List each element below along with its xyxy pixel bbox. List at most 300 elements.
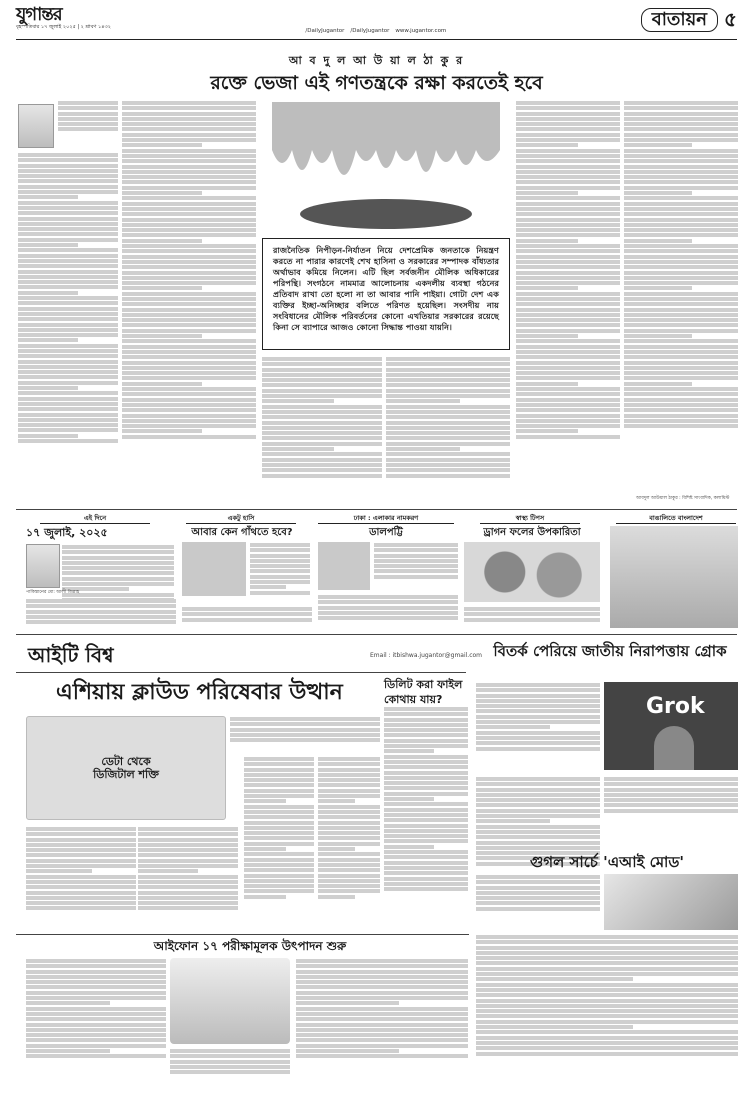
text-line [62,545,174,549]
text-line [262,447,334,451]
text-line [122,329,256,333]
text-line [122,435,256,439]
text-line [18,280,118,284]
text-line [18,259,118,263]
text-line [122,165,256,169]
text-line [296,1049,399,1053]
text-line [384,749,434,753]
text-line [476,777,600,781]
text-line [516,149,620,153]
it-headline: এশিয়ায় ক্লাউড পরিষেবার উত্থান [56,680,343,705]
text-line [624,228,738,232]
text-line [230,728,380,732]
social-link[interactable]: /DailyJugantor [305,28,345,34]
text-line [244,810,314,814]
text-line [516,403,620,407]
text-line [262,474,382,478]
page-number: ৫ [724,7,737,31]
text-line [122,318,256,322]
text-line [26,891,136,895]
text-line [386,452,510,456]
text-line [296,975,468,979]
text-line [476,835,600,839]
text-line [624,180,738,184]
social-link[interactable]: www.jugantor.com [395,28,447,34]
text-line [476,961,738,965]
text-line [516,255,620,259]
text-line [516,271,620,275]
it-email: Email : itbishwa.jugantor@gmail.com [370,652,483,659]
text-line [516,154,620,158]
text-line [318,606,458,610]
google-text-1 [476,874,600,924]
text-line [476,819,550,823]
grok-text-3 [604,776,738,824]
text-line [170,1049,290,1053]
text-line [604,788,738,792]
text-line [18,185,118,189]
text-line [464,618,600,622]
text-line [624,143,692,147]
text-line [476,846,600,850]
text-line [384,877,468,881]
text-line [18,201,118,205]
text-line [476,875,600,879]
text-line [262,458,382,462]
text-line [244,863,314,867]
text-line [244,842,314,846]
text-line [384,792,468,796]
text-line [18,354,118,358]
text-line [122,180,256,184]
text-line [624,117,738,121]
text-line [318,836,380,840]
it-text-3 [138,826,238,930]
text-line [26,1044,166,1048]
text-line [476,901,600,905]
text-line [244,773,314,777]
text-line [384,839,468,843]
text-line [18,243,78,247]
text-line [604,782,738,786]
text-line [516,122,620,126]
text-line [476,782,600,786]
text-line [62,561,174,565]
text-line [384,786,468,790]
joke-image [182,542,246,596]
strip-title: ১৭ জুলাই, ২০২৫ [26,526,108,539]
text-line [26,1054,166,1058]
text-line [244,762,314,766]
text-line [624,101,738,105]
text-line [516,228,620,232]
text-line [384,834,468,838]
text-line [138,891,238,895]
text-line [318,874,380,878]
text-line [476,935,738,939]
text-line [516,302,620,306]
text-line [384,733,468,737]
text-line [374,575,458,579]
text-line [26,896,136,900]
text-line [476,1041,738,1045]
text-line [318,831,380,835]
article-column-1b [18,152,118,504]
text-line [476,825,600,829]
text-line [384,712,468,716]
text-line [26,1033,166,1037]
text-line [624,127,738,131]
strip-text-2 [250,542,310,610]
text-line [386,399,460,403]
text-line [26,996,166,1000]
text-line [624,249,738,253]
text-line [476,891,600,895]
text-line [262,373,382,377]
text-line [122,218,256,222]
text-line [26,885,136,889]
text-line [318,789,380,793]
text-line [26,853,136,857]
divider [16,634,737,635]
text-line [122,127,256,131]
text-line [18,264,118,268]
text-line [624,191,692,195]
text-line [476,977,633,981]
it-text-1 [230,716,380,752]
text-line [624,313,738,317]
text-line [516,186,620,190]
text-line [476,946,738,950]
text-line [516,329,620,333]
text-line [58,106,118,110]
social-link[interactable]: /DailyJugantor [350,28,390,34]
text-line [18,375,118,379]
text-line [624,196,738,200]
text-line [624,218,738,222]
text-line [26,901,136,905]
fruit-photo [464,542,600,602]
text-line [262,405,382,409]
text-line [138,832,238,836]
text-line [476,1014,738,1018]
person-silhouette [654,726,694,770]
text-line [262,442,382,446]
text-line [516,180,620,184]
text-line [138,853,238,857]
text-line [138,859,238,863]
text-line [624,334,692,338]
text-line [244,858,314,862]
text-line [318,889,380,893]
text-line [122,244,256,248]
text-line [516,371,620,375]
text-line [516,414,620,418]
text-line [624,133,738,137]
text-line [386,426,510,430]
text-line [624,112,738,116]
text-line [18,317,118,321]
text-line [624,286,692,290]
text-line [62,566,174,570]
text-line [624,106,738,110]
text-line [624,170,738,174]
text-line [476,809,600,813]
text-line [122,260,256,264]
cloud-graphic [26,716,226,820]
text-line [318,783,380,787]
text-line [384,802,468,806]
text-line [318,778,380,782]
text-line [18,254,118,258]
text-line [516,361,620,365]
text-line [318,863,380,867]
text-line [624,265,738,269]
text-line [384,723,468,727]
headline: রক্তে ভেজা এই গণতন্ত্রকে রক্ষা করতেই হবে [210,71,543,94]
mid-text [384,706,468,930]
text-line [516,207,620,211]
text-line [476,1009,738,1013]
text-line [262,415,382,419]
text-line [516,398,620,402]
text-line [122,122,256,126]
strip-tag: বাঙালিতে বাংলাদেশ [616,514,736,524]
text-line [516,143,578,147]
text-line [122,313,256,317]
text-line [244,757,314,761]
text-line [26,1038,166,1042]
text-line [384,887,468,891]
text-line [516,318,620,322]
text-line [386,389,510,393]
text-line [296,1044,468,1048]
text-line [122,138,256,142]
text-line [516,292,620,296]
text-line [26,1017,166,1021]
text-line [122,382,202,386]
text-line [122,350,256,354]
text-line [476,741,600,745]
text-line [26,1023,166,1027]
text-line [318,858,380,862]
text-line [138,827,238,831]
section-title: বাতায়ন [641,8,718,32]
text-line [296,1054,468,1058]
text-line [296,1028,468,1032]
text-line [26,985,166,989]
text-line [516,355,620,359]
text-line [384,765,468,769]
text-line [26,959,166,963]
text-line [516,233,620,237]
text-line [18,338,78,342]
text-line [296,1001,399,1005]
text-line [624,297,738,301]
text-line [62,550,174,554]
text-line [624,302,738,306]
text-line [26,859,136,863]
text-line [244,836,314,840]
text-line [262,362,382,366]
text-line [624,318,738,322]
text-line [516,408,620,412]
text-line [318,794,380,798]
text-line [18,333,118,337]
text-line [26,827,136,831]
text-line [476,1025,633,1029]
text-line [476,788,600,792]
text-line [262,431,382,435]
text-line [318,847,355,851]
text-line [18,285,118,289]
strip-text-2b [182,606,312,626]
text-line [262,394,382,398]
text-line [624,271,738,275]
divider [16,934,469,935]
masthead [16,6,737,40]
grok-logo: Grok [646,694,705,719]
text-line [18,370,118,374]
text-line [476,880,600,884]
text-line [26,832,136,836]
text-line [516,218,620,222]
text-line [384,861,468,865]
text-line [18,174,118,178]
text-line [18,407,118,411]
text-line [318,821,380,825]
text-line [26,964,166,968]
strip-text-3 [374,542,458,590]
text-line [384,829,468,833]
text-line [516,239,578,243]
text-line [624,376,738,380]
text-line [516,297,620,301]
text-line [384,808,468,812]
text-line [122,286,202,290]
strip-title: আবার কেন গাঁথতে হবে? [191,527,293,538]
strip-text-4 [464,606,600,630]
text-line [262,426,382,430]
text-line [296,1023,468,1027]
text-line [18,428,118,432]
text-line [262,421,382,425]
text-line [26,838,136,842]
text-line [624,387,738,391]
text-line [18,275,118,279]
text-line [374,548,458,552]
text-line [250,569,310,573]
text-line [624,202,738,206]
text-line [516,212,620,216]
text-line [516,286,578,290]
text-line [624,424,738,428]
text-line [318,799,355,803]
grok-photo [604,682,738,770]
text-line [244,778,314,782]
strip-text-3b [318,594,458,630]
text-line [230,722,380,726]
text-line [516,196,620,200]
text-line [476,830,600,834]
text-line [386,474,510,478]
text-line [244,889,314,893]
text-line [26,869,92,873]
text-line [122,117,256,121]
text-line [476,993,738,997]
text-line [138,906,238,910]
text-line [26,970,166,974]
text-line [516,281,620,285]
text-line [122,387,256,391]
text-line [476,1020,738,1024]
text-line [384,739,468,743]
text-line [516,429,578,433]
text-line [182,607,312,611]
text-line [18,238,118,242]
text-line [18,227,118,231]
text-line [244,789,314,793]
text-line [318,757,380,761]
text-line [138,838,238,842]
text-line [476,972,738,976]
mid-headline: ডিলিট করা ফাইল কোথায় যায়? [384,678,463,706]
text-line [122,265,256,269]
text-line [386,421,510,425]
text-line [244,783,314,787]
text-line [230,717,380,721]
text-line [122,149,256,153]
google-photo [604,874,738,930]
strip-title: ডালপট্টি [369,527,403,538]
text-line [122,281,256,285]
text-line [296,1012,468,1016]
text-line [318,805,380,809]
text-line [122,249,256,253]
text-line [18,418,118,422]
text-line [318,810,380,814]
text-line [138,880,238,884]
text-line [122,239,202,243]
text-line [476,683,600,687]
text-line [18,360,118,364]
text-line [624,207,738,211]
it-text-4 [244,756,314,930]
text-line [476,731,600,735]
text-line [516,112,620,116]
text-line [624,159,738,163]
text-line [516,350,620,354]
text-line [250,585,286,589]
text-line [624,398,738,402]
text-line [18,312,118,316]
text-line [516,276,620,280]
text-line [318,815,380,819]
text-line [138,901,238,905]
text-line [384,755,468,759]
google-headline: গুগল সার্চে 'এআই মোড' [529,853,685,871]
text-line [26,906,136,910]
text-line [170,1054,290,1058]
text-line [464,612,600,616]
logo: যুগান্তর [16,4,62,25]
text-line [18,291,78,295]
text-line [262,463,382,467]
text-line [516,159,620,163]
text-line [624,165,738,169]
text-line [624,382,692,386]
text-line [476,715,600,719]
